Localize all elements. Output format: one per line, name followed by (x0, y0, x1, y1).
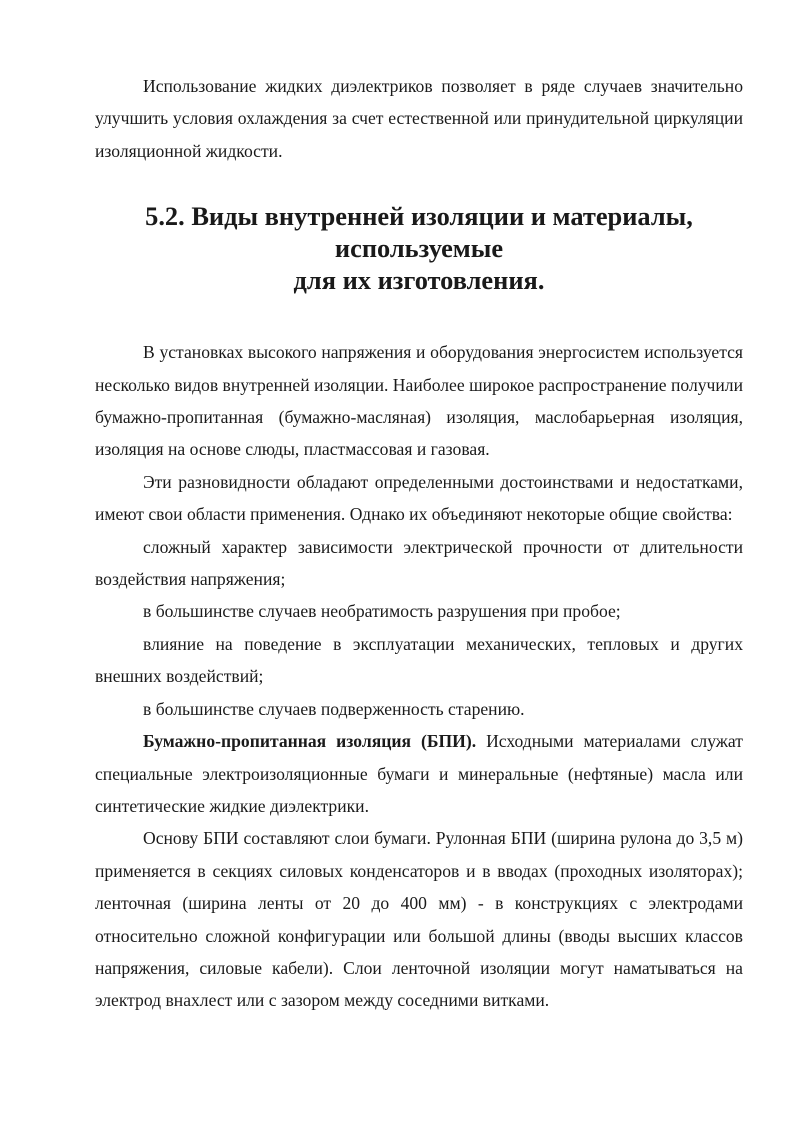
list-item: в большинстве случаев необратимость разрушения при пробое; (143, 601, 621, 622)
list-item: влияние на поведение в эксплуатации механических, тепловых и других внешних воздействий; (95, 633, 743, 687)
section-heading (95, 200, 743, 296)
paragraph-bpi-layers: Основу БПИ составляют слои бумаги. Рулонная БПИ (ширина рулона до 3,5 м) применяется в секциях силовых конденсаторов и в вводах (проходных изоляторах); ленточная (ширина ленты от 20 до 400 мм) - в конструкциях с электродами относительно сложной конфигурации или большой длины (вводы высших классов напряжения, силовые кабели). Слои ленточной изоляции могут наматываться на электрод внахлест или с зазором между соседними витками. (95, 828, 743, 1011)
paragraph-liquid-dielectrics: Использование жидких диэлектриков позволяет в ряде случаев значительно улучшить условия охлаждения за счет естественной или принудительной циркуляции изоляционной жидкости. (95, 76, 743, 161)
paragraph-bpi (95, 725, 743, 822)
section-heading-line-2: для их изготовления. (293, 265, 545, 296)
section-heading-line-1: 5.2. Виды внутренней изоляции и материалы, используемые (145, 201, 693, 264)
bpi-bold-lead: Бумажно-пропитанная изоляция (БПИ). (143, 731, 477, 752)
list-item: сложный характер зависимости электрической прочности от длительности воздействия напряжения; (95, 536, 743, 590)
paragraph-insulation-types: В установках высокого напряжения и оборудования энергосистем используется несколько видов внутренней изоляции. Наиболее широкое распространение получили бумажно-пропитанная (бумажно-масляная) изоляция, маслобарьерная изоляция, изоляция на основе слюды, пластмассовая и газовая. (95, 342, 743, 460)
document-page (95, 70, 743, 1017)
paragraph-common-properties: Эти разновидности обладают определенными достоинствами и недостатками, имеют свои области применения. Однако их объединяют некоторые общие свойства: (95, 471, 743, 525)
list-item: в большинстве случаев подверженность старению. (143, 698, 525, 719)
bpi-text: Исходными материалами служат специальные электроизоляционные бумаги и минеральные (нефтяные) масла или синтетические жидкие диэлектрики. (95, 731, 743, 816)
